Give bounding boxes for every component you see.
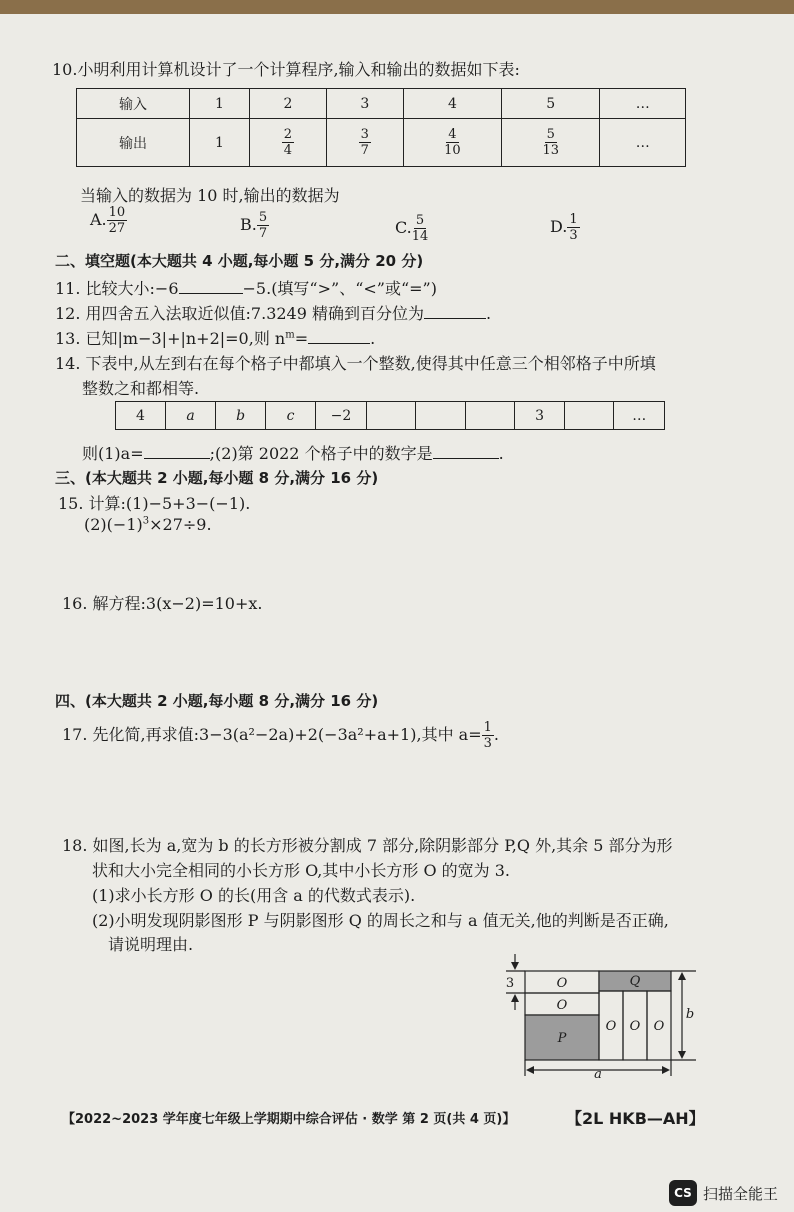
q10-output-label: 输出 [77, 119, 190, 167]
q14-cell [416, 402, 465, 430]
watermark-text: 扫描全能王 [702, 1184, 778, 1203]
camscanner-logo-icon: CS [669, 1180, 697, 1206]
q10-input-cell: 1 [190, 89, 250, 119]
q10-stem: 10.小明利用计算机设计了一个计算程序,输入和输出的数据如下表: [52, 60, 520, 79]
q10-output-cell: $\frac{3}{7}$ [326, 119, 403, 167]
label-p: P [557, 1031, 567, 1046]
q14-line1: 14. 下表中,从左到右在每个格子中都填入一个整数,使得其中任意三个相邻格子中所填 [55, 354, 656, 373]
q14-cell: b [216, 402, 266, 430]
q10-output-cell: 1 [190, 119, 250, 167]
label-o: O [629, 1019, 641, 1034]
q10-input-cell: 5 [502, 89, 600, 119]
label-b: b [685, 1007, 695, 1022]
q15-part1: 15. 计算:(1)−5+3−(−1). [58, 494, 251, 513]
q18-figure [500, 950, 700, 1080]
q14-cell: … [614, 402, 665, 430]
q18-line1: 18. 如图,长为 a,宽为 b 的长方形被分割成 7 部分,除阴影部分 P,Q 外,其余 5 部分为形 [62, 836, 673, 855]
q14-cell [366, 402, 415, 430]
q16: 16. 解方程:3(x−2)=10+x. [62, 594, 263, 613]
q10-output-cell: $\frac{2}{4}$ [249, 119, 326, 167]
q10-prompt: 当输入的数据为 10 时,输出的数据为 [80, 186, 340, 205]
q10-option-a: A. $\frac{10}{27}$ [90, 205, 126, 236]
q10-table [76, 88, 686, 167]
page-footer: 【2022~2023 学年度七年级上学期期中综合评估 · 数学 第 2 页(共 4 页)】 [62, 1112, 516, 1127]
label-o: O [653, 1019, 665, 1034]
q10-option-d: D. $\frac{1}{3}$ [550, 212, 578, 243]
q18-part2: (2)小明发现阴影图形 P 与阴影图形 Q 的周长之和与 a 值无关,他的判断是否正确, [92, 911, 669, 930]
q12: 12. 用四舍五入法取近似值:7.3249 精确到百分位为 . [55, 304, 492, 323]
scanner-watermark [669, 1180, 778, 1206]
q10-output-cell: $\frac{5}{13}$ [502, 119, 600, 167]
q14-cell: 3 [515, 402, 565, 430]
label-a: a [594, 1067, 602, 1080]
label-o: O [556, 998, 568, 1013]
q15-part2: $(2)(-1)^3\times 27\div 9$. [84, 515, 212, 534]
section-4-heading: 四、(本大题共 2 小题,每小题 8 分,满分 16 分) [55, 692, 379, 710]
q10-input-cell: … [600, 89, 686, 119]
q14-cell: c [266, 402, 316, 430]
q14-table [115, 401, 665, 430]
q10-option-c: C. $\frac{5}{14}$ [395, 213, 429, 244]
q18-part2-cont: 请说明理由. [108, 935, 194, 954]
label-q: Q [629, 974, 641, 989]
page-top-edge [0, 0, 794, 14]
q14-cell: a [166, 402, 216, 430]
q10-input-cell: 3 [326, 89, 403, 119]
q14-answers: 则(1)a= ;(2)第 2022 个格子中的数字是 . [82, 444, 504, 463]
q14-cell [465, 402, 514, 430]
q14-cell: 4 [116, 402, 166, 430]
section-2-heading: 二、填空题(本大题共 4 小题,每小题 5 分,满分 20 分) [55, 252, 424, 270]
q14-line2: 整数之和都相等. [82, 379, 200, 398]
paper-code: 【2L HKB—AH】 [566, 1109, 705, 1128]
q14-cell: −2 [316, 402, 367, 430]
section-3-heading: 三、(本大题共 2 小题,每小题 8 分,满分 16 分) [55, 469, 379, 487]
q10-input-label: 输入 [77, 89, 190, 119]
label-3: 3 [505, 976, 515, 991]
q14-cell [565, 402, 614, 430]
label-o: O [605, 1019, 617, 1034]
q17: 17. 先化简,再求值:3−3(a²−2a)+2(−3a²+a+1),其中 a= $\frac{1}{3}$ . [62, 720, 499, 751]
q10-input-cell: 4 [403, 89, 501, 119]
q13: 13. 已知|m−3|+|n+2|=0,则 $n^m=$ . [55, 329, 376, 348]
q18-part1: (1)求小长方形 O 的长(用含 a 的代数式表示). [92, 886, 416, 905]
q10-output-cell: … [600, 119, 686, 167]
q18-line2: 状和大小完全相同的小长方形 O,其中小长方形 O 的宽为 3. [92, 861, 510, 880]
q10-output-cell: $\frac{4}{10}$ [403, 119, 501, 167]
q10-option-b: B. $\frac{5}{7}$ [240, 210, 268, 241]
label-o: O [556, 976, 568, 991]
q11: 11. 比较大小:−6 −5.(填写“>”、“<”或“=”) [55, 279, 437, 298]
q10-input-cell: 2 [249, 89, 326, 119]
